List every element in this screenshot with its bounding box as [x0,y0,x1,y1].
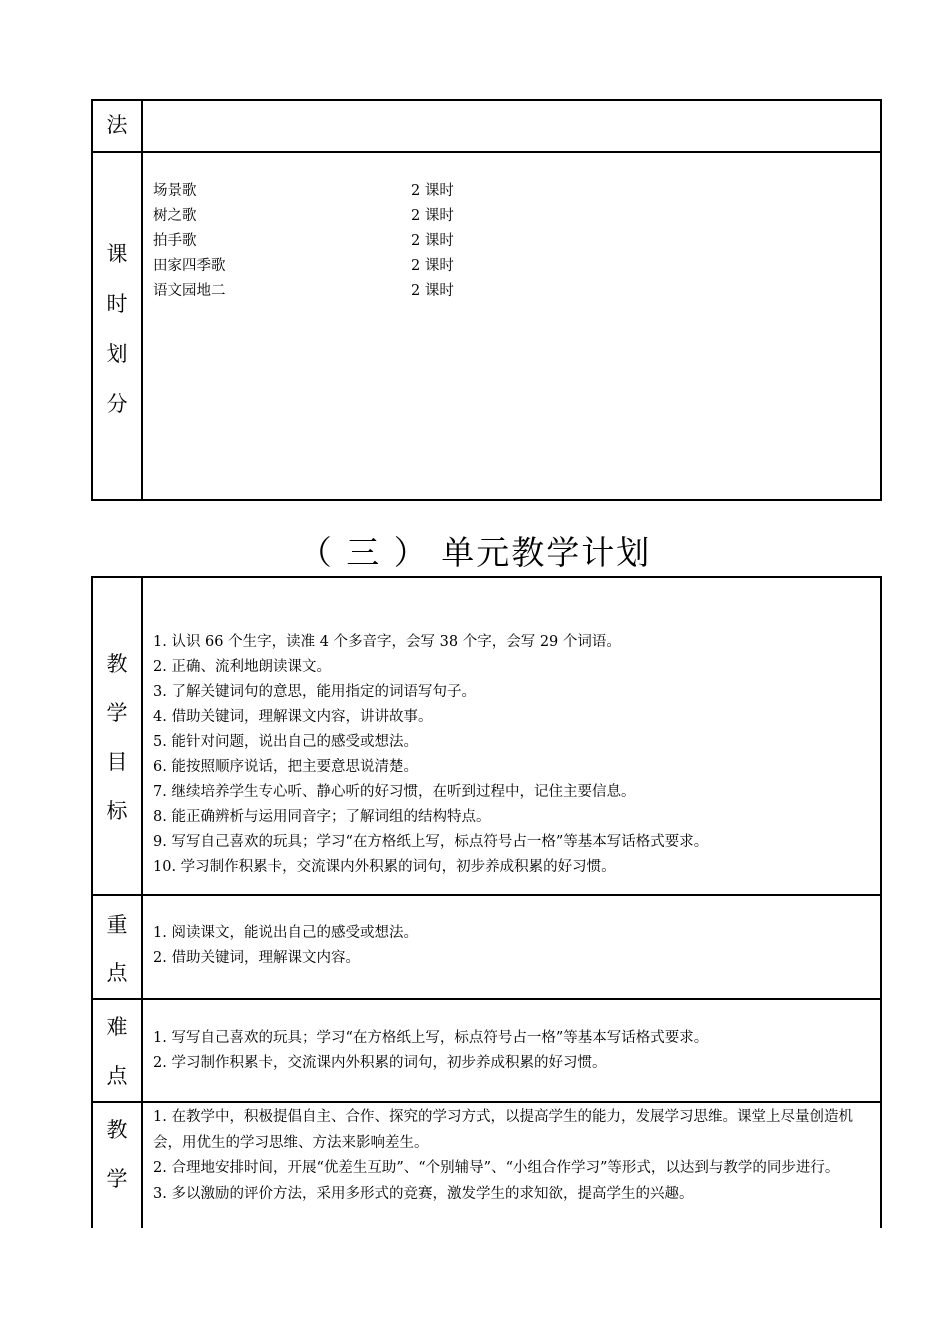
methods-row [92,1102,881,1228]
row-label [92,152,142,500]
label-char: 目 [106,750,128,774]
goal-item: 8. 能正确辨析与运用同音字；了解词组的结构特点。 [153,809,491,825]
lesson-name: 树之歌 [153,208,197,224]
difficulties-content [142,999,881,1102]
goal-item: 3. 了解关键词句的意思，能用指定的词语写句子。 [153,684,476,700]
lesson-hours: 2 课时 [411,233,454,249]
label-char: 时 [106,292,128,316]
goal-item: 2. 正确、流利地朗读课文。 [153,659,331,675]
lesson-name: 田家四季歌 [153,258,226,274]
difficulty-item: 1. 写写自己喜欢的玩具；学习“在方格纸上写，标点符号占一格”等基本写话格式要求。 [153,1030,709,1046]
row-label [92,1102,142,1228]
label-char: 课 [106,242,128,266]
lesson-name: 场景歌 [153,183,197,199]
difficulty-item: 2. 学习制作积累卡，交流课内外积累的词句，初步养成积累的好习惯。 [153,1055,607,1071]
goal-item: 5. 能针对问题，说出自己的感受或想法。 [153,734,418,750]
lesson-hours: 2 课时 [411,208,454,224]
lesson-name: 语文园地二 [153,283,226,299]
row-label [92,577,142,895]
unit-plan-table [91,576,882,1228]
label-char: 标 [106,799,128,823]
schedule-item [153,279,872,304]
section-title: （ 三 ） 单元教学计划 [298,533,652,572]
lesson-hours: 2 课时 [411,258,454,274]
label-char: 点 [106,961,128,985]
goal-item: 1. 认识 66 个生字，读准 4 个多音字，会写 38 个字，会写 29 个词语。 [153,634,621,650]
schedule-row [92,152,881,500]
methods-content [142,1102,881,1228]
schedule-item [153,179,872,204]
schedule-table [91,99,882,501]
key-point-item: 1. 阅读课文，能说出自己的感受或想法。 [153,925,418,941]
schedule-list [142,152,881,500]
label-char: 划 [106,342,128,366]
row-label [92,100,142,152]
method-item: 1. 在教学中，积极提倡自主、合作、探究的学习方式，以提高学生的能力，发展学习思维。课堂上尽量创造机会，用优生的学习思维、方法来影响差生。 [153,1109,853,1151]
goal-item: 9. 写写自己喜欢的玩具；学习“在方格纸上写，标点符号占一格”等基本写话格式要求。 [153,834,709,850]
methods-row-cont [92,100,881,152]
row-label [92,999,142,1102]
method-item: 2. 合理地安排时间，开展“优差生互助”、“个别辅导”、“小组合作学习”等形式，以达到与教学的同步进行。 [153,1160,840,1176]
schedule-item [153,229,872,254]
difficulties-row [92,999,881,1102]
key-points-content [142,895,881,999]
label-char: 学 [106,701,128,725]
label-char: 教 [106,1118,128,1142]
method-item: 3. 多以激励的评价方法，采用多形式的竞赛，激发学生的求知欲，提高学生的兴趣。 [153,1185,694,1202]
label-char: 难 [106,1015,128,1039]
goal-item: 10. 学习制作积累卡，交流课内外积累的词句，初步养成积累的好习惯。 [153,859,616,875]
label-char: 重 [106,913,128,937]
label-char: 法 [106,113,128,137]
schedule-item [153,254,872,279]
key-points-row [92,895,881,999]
key-point-item: 2. 借助关键词，理解课文内容。 [153,950,360,966]
label-char: 分 [106,392,128,416]
lesson-name: 拍手歌 [153,233,197,249]
schedule-item [153,204,872,229]
row-label [92,895,142,999]
empty-cell [142,100,881,152]
lesson-hours: 2 课时 [411,283,454,299]
goals-row [92,577,881,895]
label-char: 学 [106,1167,128,1191]
goal-item: 7. 继续培养学生专心听、静心听的好习惯，在听到过程中，记住主要信息。 [153,784,636,800]
goals-content [142,577,881,895]
label-char: 点 [106,1064,128,1088]
goal-item: 6. 能按照顺序说话，把主要意思说清楚。 [153,759,418,775]
label-char: 教 [106,652,128,676]
goal-item: 4. 借助关键词，理解课文内容，讲讲故事。 [153,709,433,725]
lesson-hours: 2 课时 [411,183,454,199]
